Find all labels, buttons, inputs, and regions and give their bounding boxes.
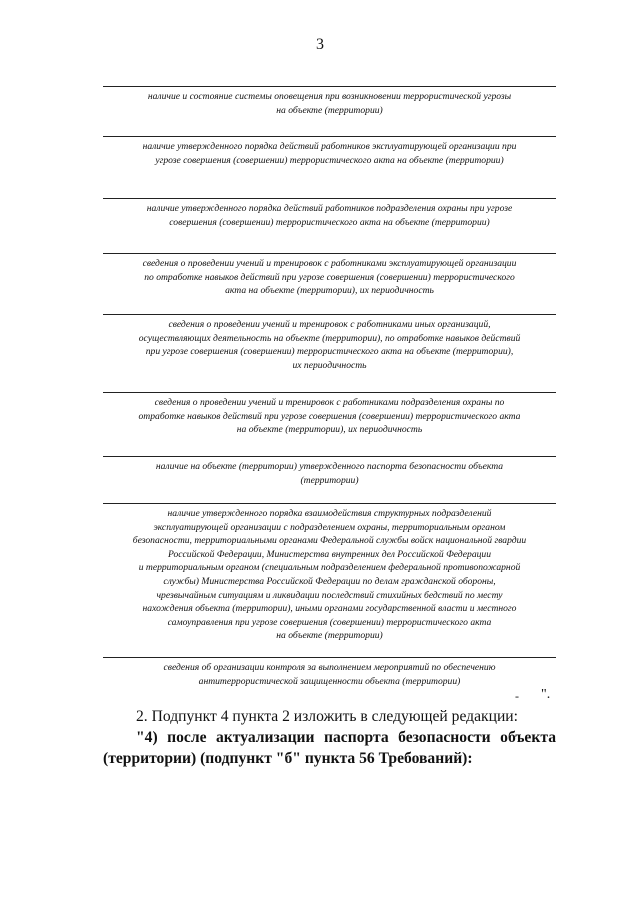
field-caption: наличие на объекте (территории) утвержденного паспорта безопасности объекта (территории) <box>155 461 504 486</box>
fill-in-line <box>103 136 556 137</box>
form-field <box>103 392 556 437</box>
fill-in-line <box>103 392 556 393</box>
field-caption: наличие утвержденного порядка действий работников подразделения охраны при угрозе совершения (совершении) террористического акта на объекте (территории) <box>146 203 513 228</box>
fill-in-line <box>103 456 556 457</box>
closing-mark: - <box>515 689 519 703</box>
fill-in-line <box>103 253 556 254</box>
amendment-subparagraph: "4) после актуализации паспорта безопасности объекта (территории) (подпункт "б" пункта 56 Требований): <box>103 729 556 767</box>
field-caption: сведения о проведении учений и тренировок с работниками иных организаций, осуществляющих деятельность на объекте (территории), по отработке навыков действий при угрозе совершения (совершении) террористического акта на объекте (территории), их периодичность <box>138 319 521 371</box>
field-caption: наличие утвержденного порядка действий работников эксплуатирующей организации при угрозе совершения (совершении) террористического акта на объекте (территории) <box>142 141 517 166</box>
form-field <box>103 503 556 643</box>
field-caption: сведения о проведении учений и тренировок с работниками подразделения охраны по отработке навыков действий при угрозе совершения (совершении) террористического акта на объекте (территории), их периодичность <box>138 397 521 436</box>
form-field <box>103 198 556 229</box>
form-field <box>103 136 556 167</box>
fill-in-line <box>103 86 556 87</box>
form-field <box>103 456 556 487</box>
form-field <box>103 657 556 688</box>
form-field <box>103 253 556 298</box>
field-caption: сведения о проведении учений и тренировок с работниками эксплуатирующей организации по отработке навыков действий при угрозе совершения (совершении) террористического акта на объекте (территории), их периодичность <box>142 258 517 297</box>
fill-in-line <box>103 503 556 504</box>
fill-in-line <box>103 314 556 315</box>
field-caption: наличие утвержденного порядка взаимодействия структурных подразделений эксплуатирующей организации с подразделением охраны, территориальным органом безопасности, территориальными органами Федеральной службы войск национальной гвардии Российской Федерации, Министерства внутренних дел Российской Федерации и территориальным органом (специальным подразделением федеральной противопожарной службы) Министерства Российской Федерации по делам гражданской обороны, чрезвычайным ситуациям и ликвидации последствий стихийных бедствий по месту нахождения объекта (территории), иными органами государственной власти и местного самоуправления при угрозе совершения (совершении) террористического акта на объекте (территории) <box>132 508 527 642</box>
fill-in-line <box>103 657 556 658</box>
page-number: 3 <box>316 36 324 53</box>
field-caption: наличие и состояние системы оповещения при возникновении террористической угрозы на объекте (территории) <box>147 91 512 116</box>
fill-in-line <box>103 198 556 199</box>
form-field <box>103 86 556 117</box>
closing-quote: ". <box>541 687 551 702</box>
form-field <box>103 314 556 372</box>
amendment-paragraph: 2. Подпункт 4 пункта 2 изложить в следующей редакции: <box>136 708 518 725</box>
field-caption: сведения об организации контроля за выполнением мероприятий по обеспечению антитеррористической защищенности объекта (территории) <box>163 662 496 687</box>
